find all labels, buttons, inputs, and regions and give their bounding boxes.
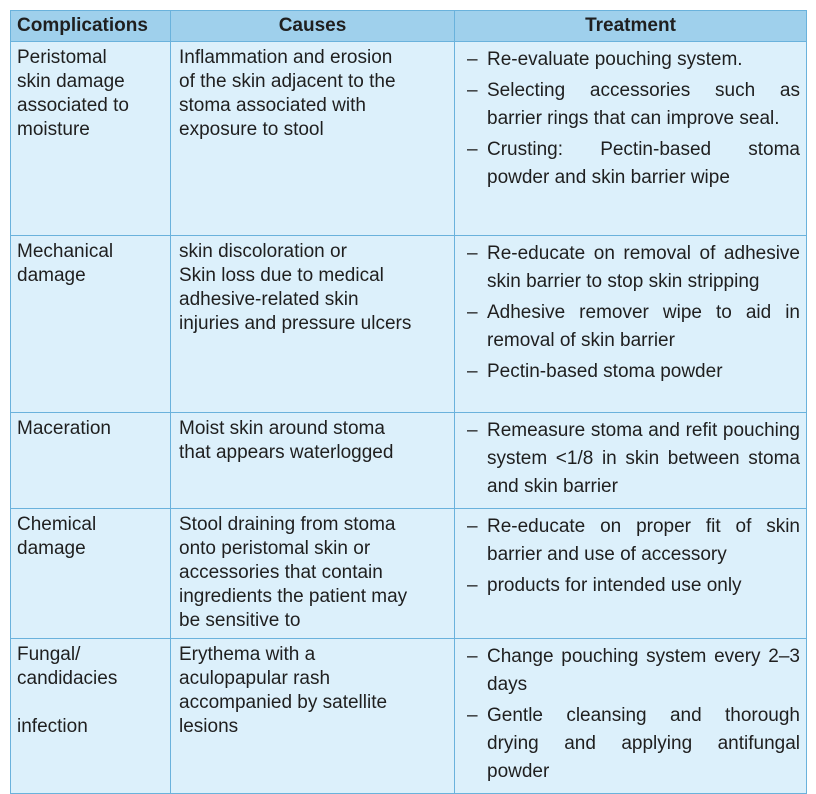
cause-cell: Erythema with a aculopapular rash accompanied by satellite lesions xyxy=(171,639,455,794)
complication-cell: Peristomal skin damage associated to moisture xyxy=(11,42,171,236)
cause-cell: Stool draining from stoma onto peristomal skin or accessories that contain ingredients the patient may be sensitive to xyxy=(171,509,455,639)
table-row xyxy=(11,509,807,639)
complication-cell: Mechanical damage xyxy=(11,236,171,413)
treatment-cell xyxy=(455,639,807,794)
complications-table xyxy=(10,10,807,794)
treatment-cell xyxy=(455,509,807,639)
treatment-item: – Remeasure stoma and refit pouching system <1/8 in skin between stoma and skin barrier xyxy=(461,417,800,501)
treatment-item: – Re-educate on proper fit of skin barrier and use of accessory xyxy=(461,513,800,569)
treatment-item: – Re-educate on removal of adhesive skin barrier to stop skin stripping xyxy=(461,240,800,296)
treatment-item: – Gentle cleansing and thorough drying and applying antifungal powder xyxy=(461,702,800,786)
treatment-item: – Change pouching system every 2–3 days xyxy=(461,643,800,699)
header-treatment: Treatment xyxy=(455,11,807,42)
table-row xyxy=(11,413,807,509)
treatment-item: – products for intended use only xyxy=(461,572,800,600)
cause-cell: Inflammation and erosion of the skin adjacent to the stoma associated with exposure to stool xyxy=(171,42,455,236)
table-row xyxy=(11,236,807,413)
treatment-cell xyxy=(455,413,807,509)
treatment-cell xyxy=(455,42,807,236)
cause-cell: Moist skin around stoma that appears waterlogged xyxy=(171,413,455,509)
treatment-item: – Selecting accessories such as barrier rings that can improve seal. xyxy=(461,77,800,133)
header-complications: Complications xyxy=(11,11,171,42)
treatment-cell xyxy=(455,236,807,413)
cause-cell: skin discoloration or Skin loss due to medical adhesive-related skin injuries and pressure ulcers xyxy=(171,236,455,413)
complication-cell: Fungal/ candidacies infection xyxy=(11,639,171,794)
complication-cell: Chemical damage xyxy=(11,509,171,639)
treatment-item: – Crusting: Pectin-based stoma powder and skin barrier wipe xyxy=(461,136,800,192)
header-causes: Causes xyxy=(171,11,455,42)
treatment-item: – Pectin-based stoma powder xyxy=(461,358,800,386)
complication-cell: Maceration xyxy=(11,413,171,509)
treatment-item: – Re-evaluate pouching system. xyxy=(461,46,800,74)
table-row xyxy=(11,42,807,236)
table-row xyxy=(11,639,807,794)
header-row xyxy=(11,11,807,42)
treatment-item: – Adhesive remover wipe to aid in removal of skin barrier xyxy=(461,299,800,355)
